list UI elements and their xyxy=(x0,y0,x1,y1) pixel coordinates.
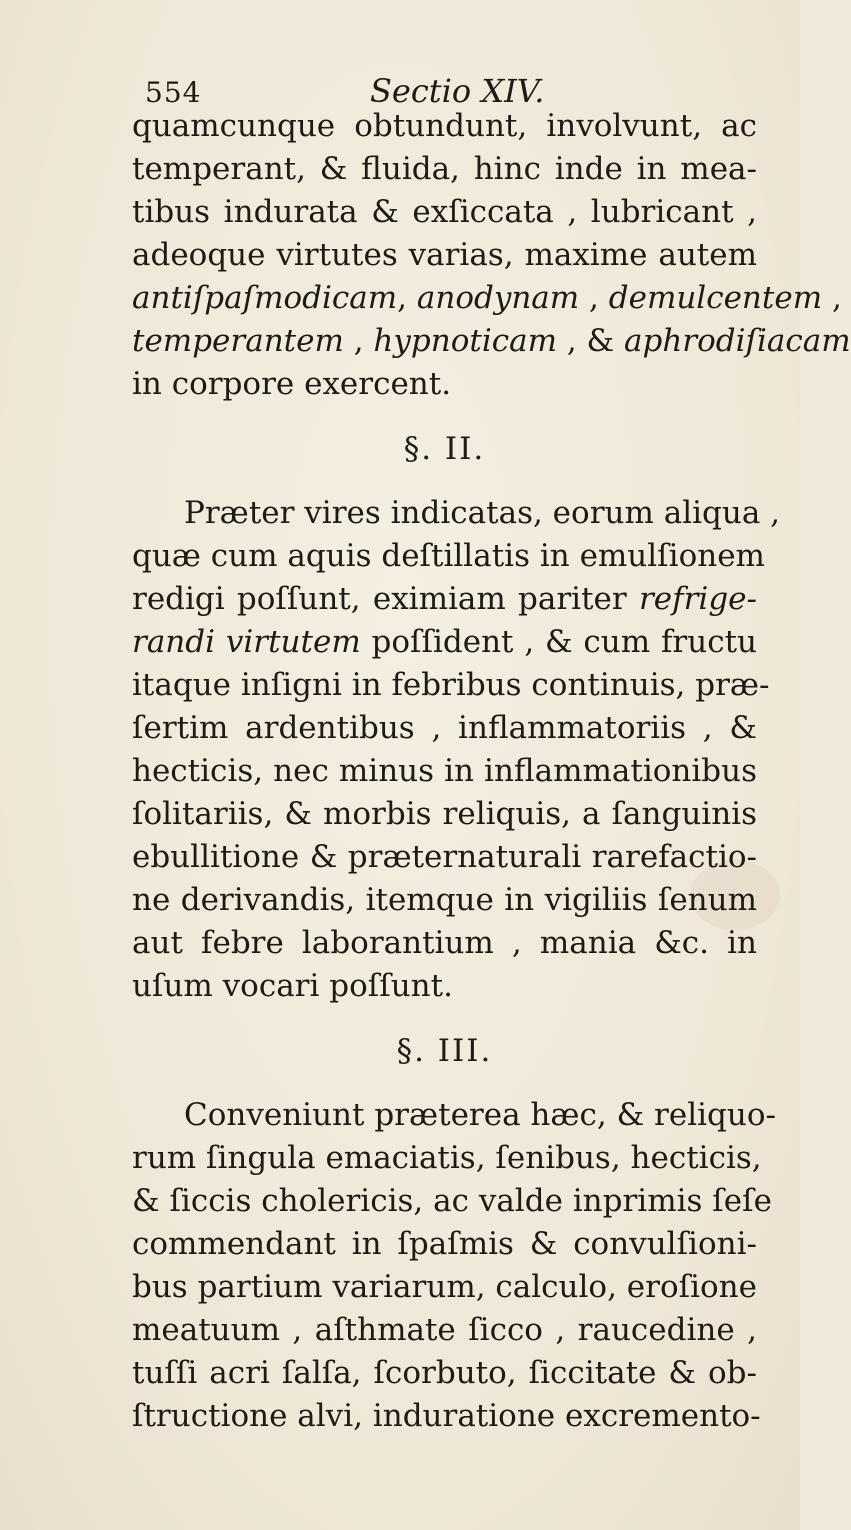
text-line: tuſſi acri ſalſa, ſcorbuto, ſiccitate & ob- xyxy=(132,1355,757,1391)
text-line: rum ſingula emaciatis, ſenibus, hecticis, xyxy=(132,1140,762,1176)
text-run: poſſident , & cum fructu xyxy=(360,624,758,660)
text-line xyxy=(132,277,842,320)
text-line: ne derivandis, itemque in vigiliis ſenum xyxy=(132,882,757,918)
text-line: quamcunque obtundunt, involvunt, ac xyxy=(132,108,757,144)
italic-term: refrige- xyxy=(638,581,757,617)
text-line: meatuum , aſthmate ſicco , raucedine , xyxy=(132,1312,757,1348)
text-line: temperant, & fluida, hinc inde in mea- xyxy=(132,151,757,187)
punctuation: , xyxy=(822,280,842,316)
italic-term: demulcentem xyxy=(608,280,823,316)
italic-term: hypnoticam xyxy=(373,323,557,359)
punctuation: , & xyxy=(557,323,625,359)
section-heading: §. III. xyxy=(396,1033,493,1069)
text-line: Præter vires indicatas, eorum aliqua , xyxy=(184,495,781,531)
text-line: quæ cum aquis deſtillatis in emulſionem xyxy=(132,538,765,574)
body-text xyxy=(132,105,851,1438)
text-line xyxy=(132,578,757,621)
section-heading: §. II. xyxy=(403,431,486,467)
text-line: ſolitariis, & morbis reliquis, a ſanguinis xyxy=(132,796,757,832)
italic-term: aphrodiſiacam xyxy=(624,323,851,359)
text-run: redigi poſſunt, eximiam pariter xyxy=(132,581,639,617)
running-head: Sectio XIV. xyxy=(370,72,545,110)
italic-term: antiſpaſmodicam xyxy=(132,280,398,316)
text-line xyxy=(132,621,757,664)
text-line: Conveniunt præterea hæc, & reliquo- xyxy=(184,1097,776,1133)
text-line xyxy=(132,320,851,363)
text-line: hecticis, nec minus in inflammationibus xyxy=(132,753,757,789)
text-line: tibus indurata & exſiccata , lubricant , xyxy=(132,194,757,230)
text-line: & ſiccis cholericis, ac valde inprimis ſeſe xyxy=(132,1183,772,1219)
text-line: aut febre laborantium , mania &c. in xyxy=(132,925,757,961)
text-line: adeoque virtutes varias, maxime autem xyxy=(132,237,757,273)
text-line: uſum vocari poſſunt. xyxy=(132,968,453,1004)
page-number: 554 xyxy=(145,76,202,109)
text-line: commendant in ſpaſmis & convulſioni- xyxy=(132,1226,757,1262)
italic-term: randi virtutem xyxy=(132,624,361,660)
text-line: ebullitione & præternaturali rarefactio- xyxy=(132,839,757,875)
italic-term: temperantem xyxy=(132,323,344,359)
punctuation: , xyxy=(343,323,374,359)
text-line: itaque inſigni in febribus continuis, præ- xyxy=(132,667,770,703)
text-line: ſertim ardentibus , inflammatoriis , & xyxy=(132,710,757,746)
punctuation: , xyxy=(397,280,417,316)
punctuation: , xyxy=(579,280,609,316)
text-line: in corpore exercent. xyxy=(132,366,452,402)
text-line: ſtructione alvi, induratione excremento- xyxy=(132,1398,761,1434)
italic-term: anodynam xyxy=(416,280,580,316)
text-line: bus partium variarum, calculo, eroſione xyxy=(132,1269,757,1305)
